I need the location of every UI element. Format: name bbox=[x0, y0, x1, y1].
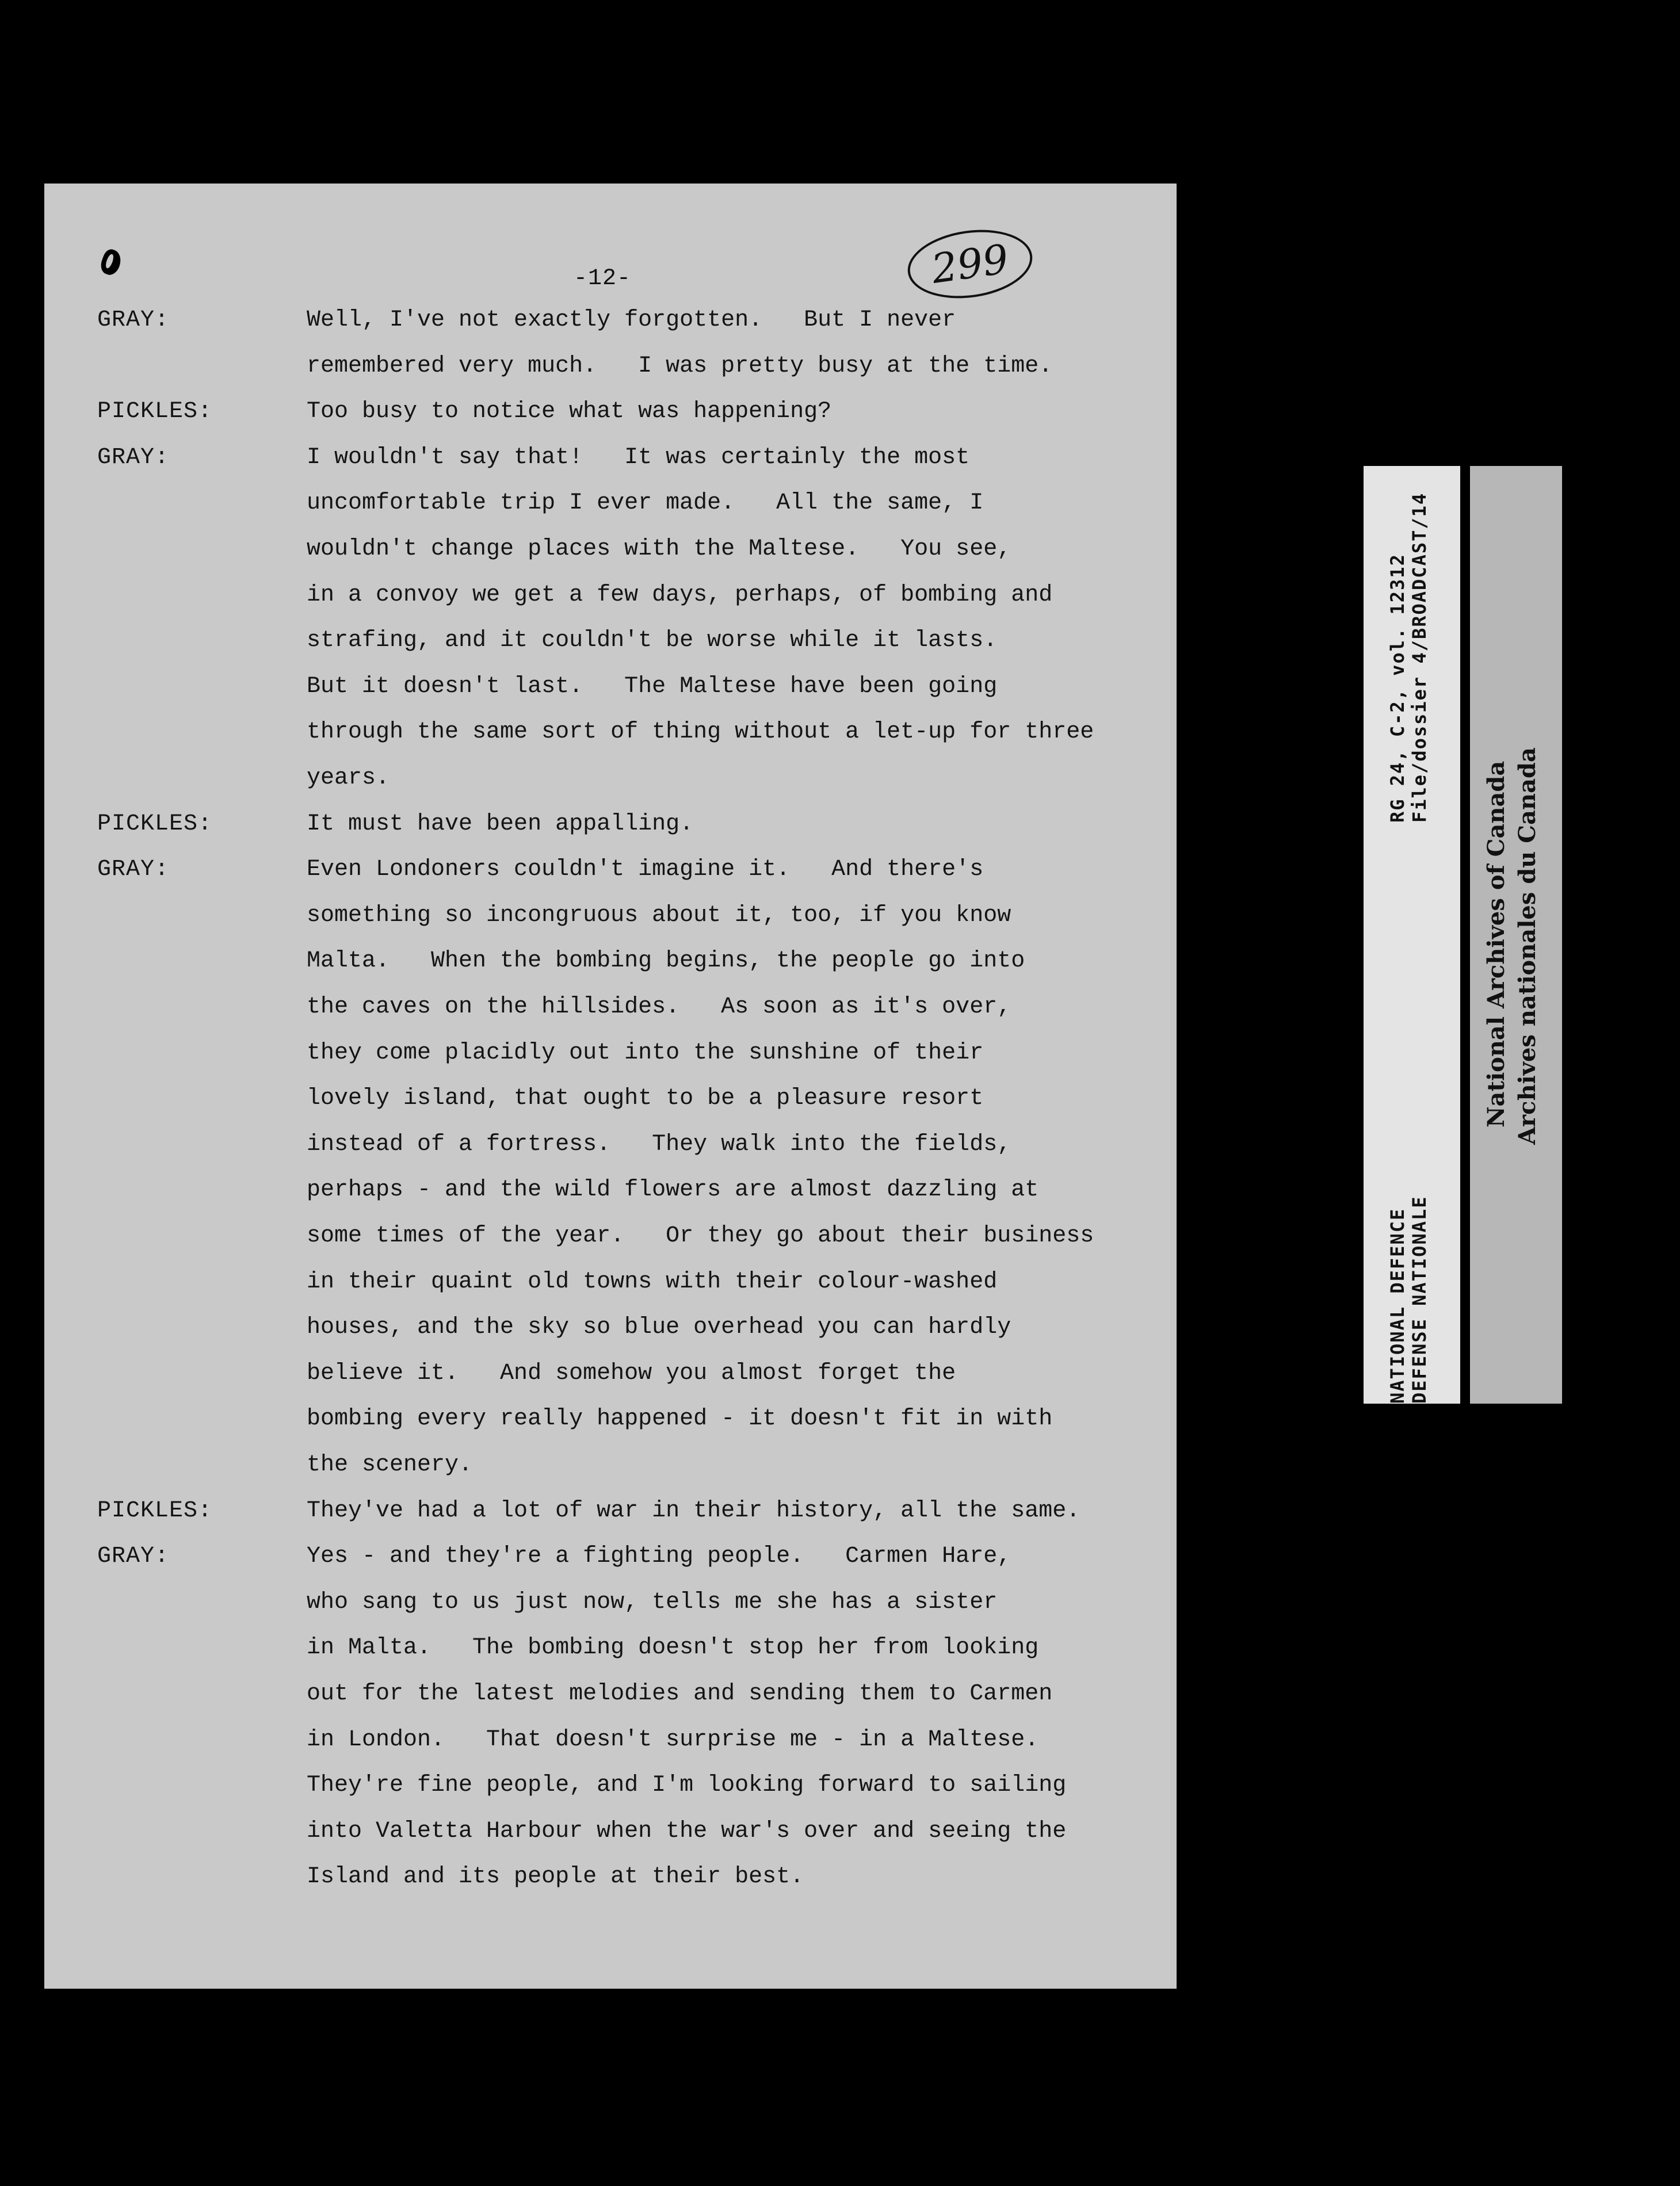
dialogue-text: years. bbox=[307, 765, 390, 791]
script-line bbox=[44, 1494, 1177, 1528]
script-line bbox=[44, 1585, 1177, 1620]
script-line bbox=[44, 1356, 1177, 1391]
dialogue-text: out for the latest melodies and sending them to Carmen bbox=[307, 1681, 1053, 1707]
dialogue-text: Yes - and they're a fighting people. Carmen Hare, bbox=[307, 1543, 1011, 1569]
dialogue-text: Even Londoners couldn't imagine it. And there's bbox=[307, 857, 984, 882]
archives-name-strip bbox=[1470, 466, 1562, 1404]
script-line bbox=[44, 1814, 1177, 1849]
punch-hole-mark bbox=[98, 247, 124, 277]
speaker-label: GRAY: bbox=[97, 307, 170, 333]
script-line bbox=[44, 1768, 1177, 1803]
script-line bbox=[44, 532, 1177, 567]
dialogue-text: lovely island, that ought to be a pleasure resort bbox=[307, 1086, 984, 1111]
script-line bbox=[44, 1723, 1177, 1757]
archive-reference-strip bbox=[1364, 466, 1460, 1404]
script-line bbox=[44, 303, 1177, 338]
script-line bbox=[44, 807, 1177, 842]
speaker-label: GRAY: bbox=[97, 1543, 170, 1569]
dialogue-text: Island and its people at their best. bbox=[307, 1864, 804, 1890]
dialogue-text: wouldn't change places with the Maltese. You see, bbox=[307, 536, 1011, 562]
dialogue-text: They're fine people, and I'm looking forward to sailing bbox=[307, 1772, 1067, 1798]
department-name-en: NATIONAL DEFENCE bbox=[1387, 1207, 1408, 1404]
script-line bbox=[44, 1081, 1177, 1116]
dialogue-text: they come placidly out into the sunshine of their bbox=[307, 1040, 984, 1066]
dialogue-text: They've had a lot of war in their history, all the same. bbox=[307, 1498, 1080, 1524]
script-line bbox=[44, 349, 1177, 384]
script-line bbox=[44, 1128, 1177, 1162]
script-line bbox=[44, 1310, 1177, 1345]
dialogue-text: in London. That doesn't surprise me - in a Maltese. bbox=[307, 1727, 1039, 1753]
document-page bbox=[44, 184, 1177, 1989]
dialogue-text: in a convoy we get a few days, perhaps, of bombing and bbox=[307, 582, 1053, 608]
speaker-label: GRAY: bbox=[97, 445, 170, 471]
dialogue-text: some times of the year. Or they go about their business bbox=[307, 1223, 1094, 1249]
script-line bbox=[44, 1860, 1177, 1894]
dialogue-text: through the same sort of thing without a let-up for three bbox=[307, 719, 1094, 745]
dialogue-text: Malta. When the bombing begins, the people go into bbox=[307, 948, 1025, 974]
dialogue-text: strafing, and it couldn't be worse while it lasts. bbox=[307, 628, 998, 653]
dialogue-text: in Malta. The bombing doesn't stop her from looking bbox=[307, 1635, 1039, 1661]
script-line bbox=[44, 715, 1177, 750]
script-line bbox=[44, 670, 1177, 704]
speaker-label: PICKLES: bbox=[97, 811, 213, 837]
dialogue-text: uncomfortable trip I ever made. All the same, I bbox=[307, 490, 984, 516]
dialogue-text: I wouldn't say that! It was certainly the most bbox=[307, 445, 970, 471]
dialogue-text: It must have been appalling. bbox=[307, 811, 694, 837]
script-line bbox=[44, 1036, 1177, 1071]
record-group-reference: RG 24, C-2, vol. 12312 bbox=[1387, 553, 1408, 823]
script-line bbox=[44, 1631, 1177, 1665]
archives-name-en: National Archives of Canada bbox=[1483, 760, 1510, 1128]
dialogue-text: houses, and the sky so blue overhead you can hardly bbox=[307, 1314, 1011, 1340]
script-line bbox=[44, 761, 1177, 796]
script-line bbox=[44, 1448, 1177, 1482]
page-number: -12- bbox=[574, 266, 632, 292]
script-line bbox=[44, 899, 1177, 933]
dialogue-text: into Valetta Harbour when the war's over and seeing the bbox=[307, 1818, 1067, 1844]
script-line bbox=[44, 1677, 1177, 1711]
dialogue-text: Too busy to notice what was happening? bbox=[307, 399, 832, 425]
dialogue-text: remembered very much. I was pretty busy at the time. bbox=[307, 353, 1053, 379]
script-line bbox=[44, 990, 1177, 1025]
dialogue-text: instead of a fortress. They walk into the fields, bbox=[307, 1132, 1011, 1157]
speaker-label: PICKLES: bbox=[97, 1498, 213, 1524]
script-line bbox=[44, 486, 1177, 521]
folio-number-text: 299 bbox=[929, 235, 1011, 293]
dialogue-text: Well, I've not exactly forgotten. But I never bbox=[307, 307, 956, 333]
speaker-label: PICKLES: bbox=[97, 399, 213, 425]
script-line bbox=[44, 1539, 1177, 1574]
dialogue-text: something so incongruous about it, too, if you know bbox=[307, 903, 1011, 928]
department-name-fr: DEFENSE NATIONALE bbox=[1408, 1195, 1430, 1404]
dialogue-text: bombing every really happened - it doesn't fit in with bbox=[307, 1406, 1053, 1432]
script-line bbox=[44, 624, 1177, 658]
dialogue-text: the caves on the hillsides. As soon as it's over, bbox=[307, 994, 1011, 1020]
script-line bbox=[44, 578, 1177, 613]
script-line bbox=[44, 441, 1177, 475]
file-dossier-reference: File/dossier 4/BROADCAST/14 bbox=[1408, 492, 1430, 823]
script-line bbox=[44, 395, 1177, 429]
dialogue-text: who sang to us just now, tells me she has a sister bbox=[307, 1589, 998, 1615]
script-line bbox=[44, 1265, 1177, 1300]
dialogue-text: the scenery. bbox=[307, 1452, 473, 1478]
script-line bbox=[44, 944, 1177, 979]
script-line bbox=[44, 1402, 1177, 1436]
dialogue-text: perhaps - and the wild flowers are almost dazzling at bbox=[307, 1177, 1039, 1203]
handwritten-folio-number bbox=[903, 222, 1037, 305]
script-line bbox=[44, 853, 1177, 887]
speaker-label: GRAY: bbox=[97, 857, 170, 882]
archives-name-fr: Archives nationales du Canada bbox=[1514, 747, 1541, 1145]
dialogue-text: But it doesn't last. The Maltese have been going bbox=[307, 674, 998, 700]
script-line bbox=[44, 1219, 1177, 1253]
script-line bbox=[44, 1173, 1177, 1207]
dialogue-text: in their quaint old towns with their colour-washed bbox=[307, 1269, 998, 1295]
dialogue-text: believe it. And somehow you almost forget the bbox=[307, 1360, 956, 1386]
